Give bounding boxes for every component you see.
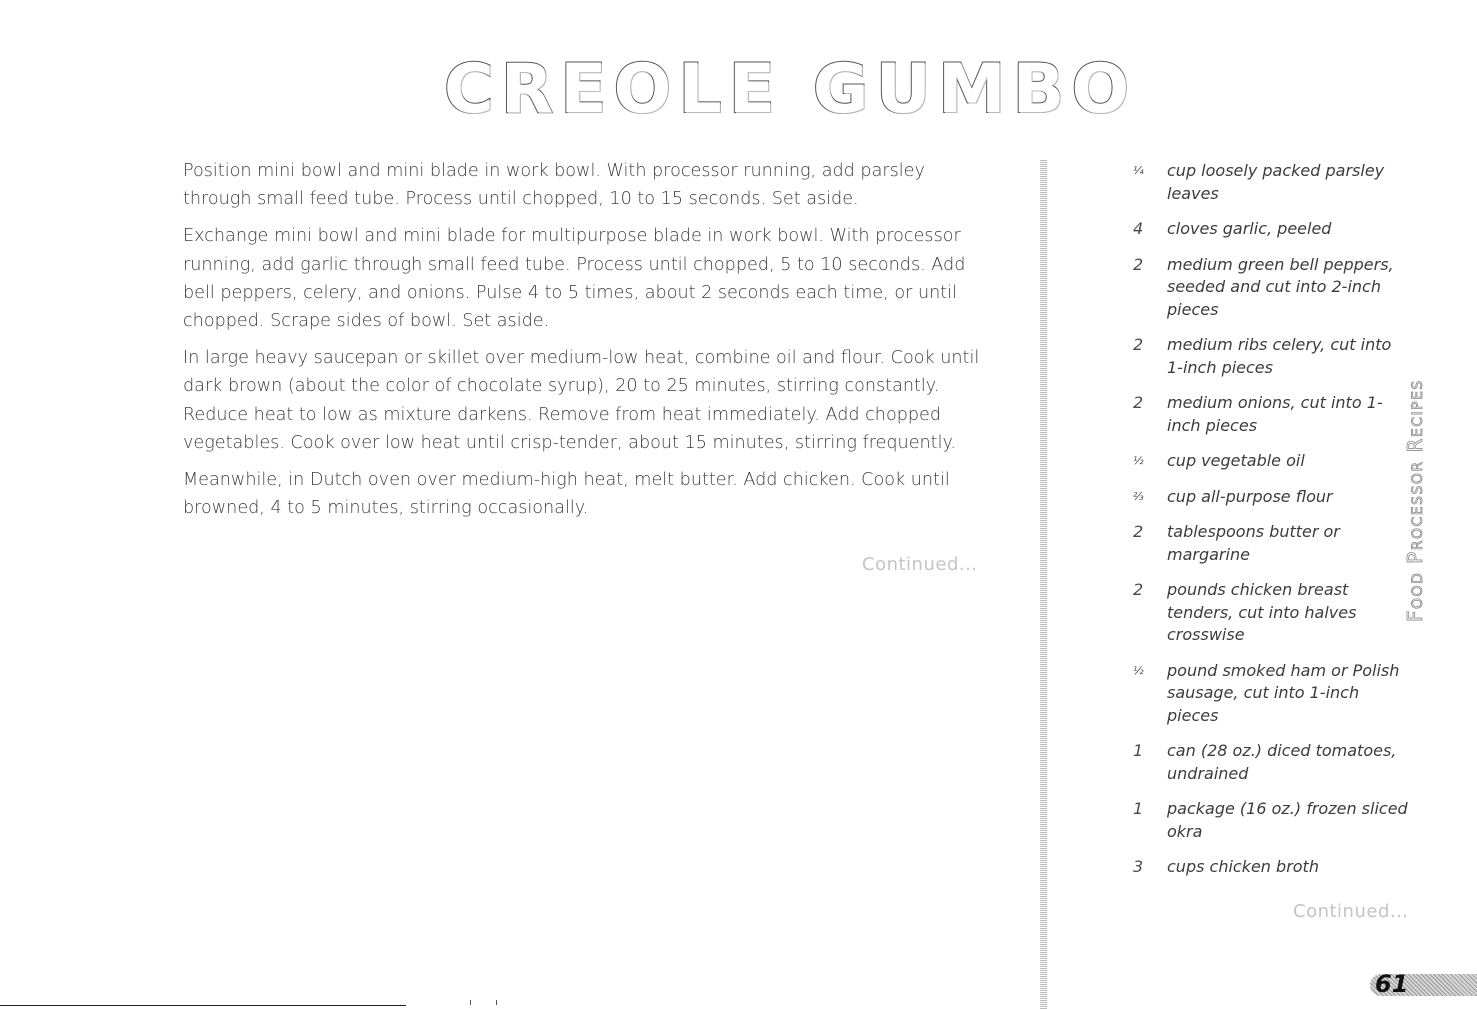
ingredient-quantity: 2: [1133, 522, 1144, 541]
ingredient-text: cloves garlic, peeled: [1167, 219, 1332, 238]
instruction-paragraph: Exchange mini bowl and mini blade for multipurpose blade in work bowl. With processor running, add garlic through small feed tube. Process until chopped, 5 to 10 seconds. Add bell peppers, celery, and onions. Pulse 4 to 5 times, about 2 seconds each time, or until chopped. Scrape sides of bowl. Set aside.: [183, 226, 966, 332]
ingredient-item: [1110, 856, 1410, 879]
page-number: 61: [1375, 970, 1409, 998]
ingredient-quantity: 2: [1133, 335, 1144, 354]
crop-mark: [470, 1000, 471, 1005]
ingredient-quantity: 2: [1133, 393, 1144, 412]
instruction-paragraph: Meanwhile, in Dutch oven over medium-high heat, melt butter. Add chicken. Cook until browned, 4 to 5 minutes, stirring occasionally.: [183, 470, 950, 519]
ingredient-text: can (28 oz.) diced tomatoes, undrained: [1167, 741, 1397, 783]
ingredient-text: cup vegetable oil: [1167, 451, 1305, 470]
crop-mark: [496, 1000, 497, 1005]
ingredient-text: cup loosely packed parsley leaves: [1167, 161, 1385, 203]
section-side-label: Food Processor Recipes: [1403, 379, 1427, 622]
ingredient-text: package (16 oz.) frozen sliced okra: [1167, 799, 1408, 841]
ingredient-quantity: 2: [1133, 580, 1144, 599]
instruction-paragraph: In large heavy saucepan or skillet over medium-low heat, combine oil and flour. Cook until dark brown (about the color of chocolate syrup), 20 to 25 minutes, stirring constantly. Reduce heat to low as mixture darkens. Remove from heat immediately. Add chopped vegetables. Cook over low heat until crisp-tender, about 15 minutes, stirring frequently.: [183, 348, 980, 453]
ingredient-text: medium green bell peppers, seeded and cut into 2-inch pieces: [1167, 254, 1394, 319]
ingredient-quantity: ½: [1133, 454, 1143, 467]
ingredient-item: [1110, 334, 1410, 379]
ingredient-text: pounds chicken breast tenders, cut into halves crosswise: [1167, 580, 1357, 644]
ingredient-quantity: ¼: [1133, 164, 1143, 177]
ingredient-text: cup all-purpose flour: [1167, 486, 1333, 506]
ingredient-quantity: 1: [1133, 799, 1144, 818]
continued-label: Continued...: [862, 554, 978, 575]
ingredient-item: [1110, 160, 1410, 205]
ingredient-quantity: 2: [1133, 254, 1144, 274]
recipe-title: CREOLE GUMBO: [443, 50, 1137, 129]
ingredient-text: medium onions, cut into 1-inch pieces: [1167, 393, 1383, 435]
ingredient-item: [1110, 579, 1410, 647]
ingredient-text: medium ribs celery, cut into 1-inch pieces: [1167, 335, 1392, 377]
ingredient-item: [1110, 521, 1410, 566]
ingredient-text: tablespoons butter or margarine: [1167, 522, 1340, 564]
ingredient-item: [1110, 798, 1410, 843]
ingredient-item: [1110, 486, 1410, 509]
ingredient-item: [1110, 392, 1410, 437]
continued-label: Continued...: [1293, 901, 1409, 922]
ingredient-item: [1110, 254, 1410, 322]
column-divider: [1040, 160, 1047, 1009]
ingredient-quantity: ½: [1133, 663, 1143, 677]
ingredient-item: [1110, 740, 1410, 785]
ingredient-quantity: 1: [1133, 741, 1144, 760]
ingredient-item: [1110, 218, 1410, 241]
ingredient-quantity: 4: [1133, 219, 1144, 238]
ingredient-text: cups chicken broth: [1167, 857, 1319, 876]
ingredient-item: [1110, 450, 1410, 473]
ingredient-quantity: ⅔: [1133, 489, 1143, 503]
bottom-rule: [0, 1005, 406, 1006]
ingredient-text: pound smoked ham or Polish sausage, cut into 1-inch pieces: [1167, 660, 1400, 725]
ingredient-list: [1110, 160, 1410, 892]
instruction-paragraph: Position mini bowl and mini blade in work bowl. With processor running, add parsley through small feed tube. Process until chopped, 10 to 15 seconds. Set aside.: [183, 161, 925, 210]
instructions: [183, 157, 983, 531]
ingredient-quantity: 3: [1133, 857, 1144, 876]
ingredient-item: [1110, 660, 1410, 728]
